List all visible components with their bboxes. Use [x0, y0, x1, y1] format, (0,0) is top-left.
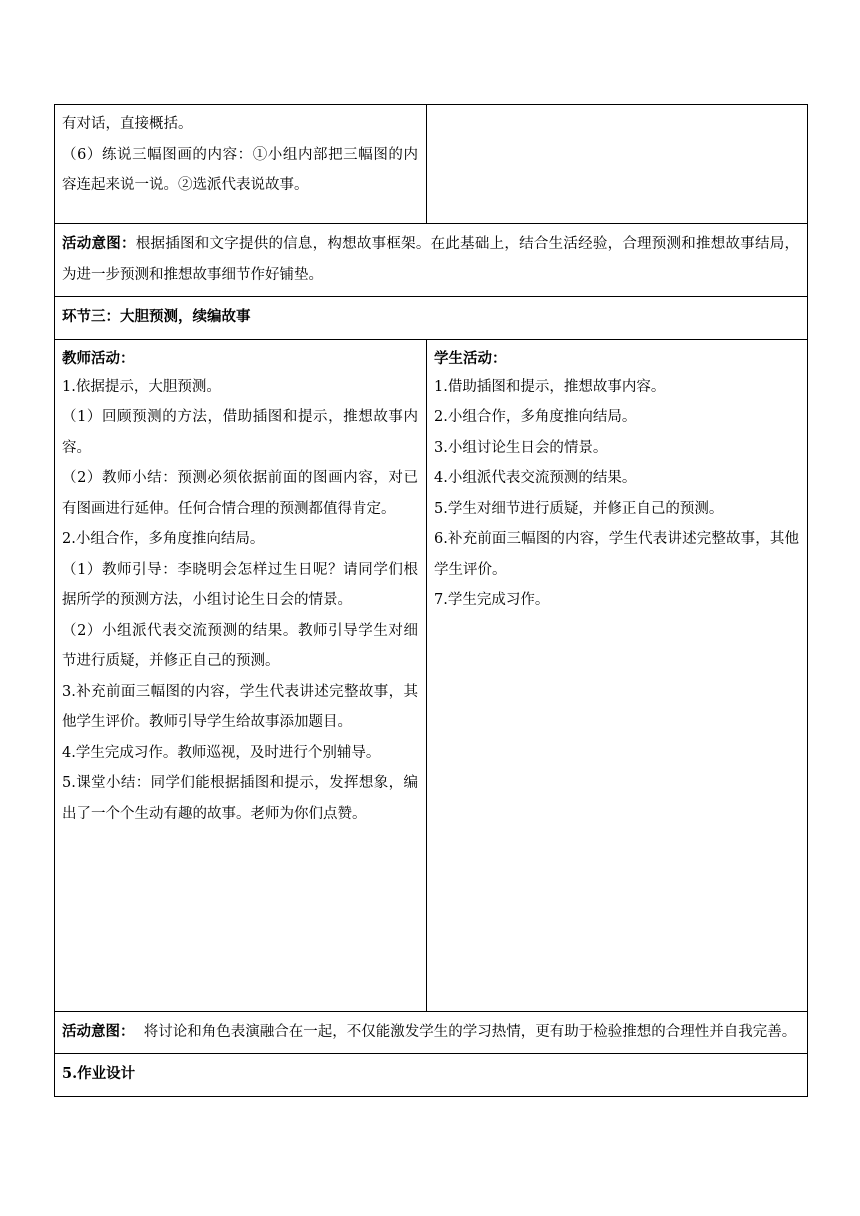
- homework-row: [55, 1054, 808, 1097]
- teacher-item: 3.补充前面三幅图的内容，学生代表讲述完整故事，其他学生评价。教师引导学生给故事添加题目。: [62, 683, 418, 730]
- activity-intent-cell: [55, 224, 808, 297]
- student-item: 3.小组讨论生日会的情景。: [434, 439, 608, 456]
- teacher-item: 5.课堂小结：同学们能根据插图和提示，发挥想象，编出了一个个生动有趣的故事。老师为你们点赞。: [62, 775, 418, 822]
- intent-row-1: [55, 224, 808, 297]
- homework-cell: [55, 1054, 808, 1097]
- student-item: 4.小组派代表交流预测的结果。: [434, 470, 637, 486]
- teacher-item: 2.小组合作，多角度推向结局。: [62, 531, 265, 547]
- student-activity-title: 学生活动：: [434, 349, 507, 367]
- top-row: [55, 105, 808, 224]
- section-header-row: [55, 297, 808, 340]
- teacher-activity-cell: [55, 339, 427, 1011]
- student-activity-cell: [427, 339, 808, 1011]
- homework-title: 5.作业设计: [62, 1065, 136, 1082]
- intent-label: 活动意图：: [62, 1022, 135, 1040]
- section-title-cell: [55, 297, 808, 340]
- student-item: 1.借助插图和提示，推想故事内容。: [434, 378, 666, 395]
- teacher-activity-title: 教师活动：: [62, 349, 135, 367]
- student-item: 6.补充前面三幅图的内容，学生代表讲述完整故事，其他学生评价。: [434, 531, 799, 578]
- intent-label: 活动意图：: [62, 235, 136, 252]
- activity-intent-cell: [55, 1011, 808, 1054]
- paragraph: 有对话，直接概括。: [62, 116, 193, 132]
- teacher-item: 4.学生完成习作。教师巡视，及时进行个别辅导。: [62, 744, 381, 761]
- student-item: 5.学生对细节进行质疑，并修正自己的预测。: [434, 500, 724, 517]
- intent-text: 将讨论和角色表演融合在一起，不仅能激发学生的学习热情，更有助于检验推想的合理性并自我完善。: [134, 1023, 797, 1040]
- teacher-item: （1）回顾预测的方法，借助插图和提示，推想故事内容。: [62, 409, 418, 456]
- student-item: 7.学生完成习作。: [434, 592, 550, 608]
- activities-row: [55, 339, 808, 1011]
- paragraph: （6）练说三幅图画的内容：①小组内部把三幅图的内容连起来说一说。②选派代表说故事。: [62, 146, 418, 193]
- intent-row-2: [55, 1011, 808, 1054]
- teacher-item: （2）教师小结：预测必须依据前面的图画内容，对已有图画进行延伸。任何合情合理的预测都值得肯定。: [62, 470, 418, 517]
- teacher-item: 1.依据提示，大胆预测。: [62, 378, 221, 395]
- top-right-cell-empty: [427, 105, 808, 224]
- top-left-cell: [55, 105, 427, 224]
- intent-text: 根据插图和文字提供的信息，构想故事框架。在此基础上，结合生活经验，合理预测和推想故事结局，为进一步预测和推想故事细节作好铺垫。: [62, 236, 800, 283]
- teacher-item: （1）教师引导：李晓明会怎样过生日呢？请同学们根据所学的预测方法，小组讨论生日会的情景。: [62, 561, 418, 608]
- student-item: 2.小组合作，多角度推向结局。: [434, 409, 637, 425]
- section-title: 环节三：大胆预测，续编故事: [62, 308, 251, 325]
- lesson-plan-table: [54, 104, 808, 1097]
- teacher-item: （2）小组派代表交流预测的结果。教师引导学生对细节进行质疑，并修正自己的预测。: [62, 622, 418, 669]
